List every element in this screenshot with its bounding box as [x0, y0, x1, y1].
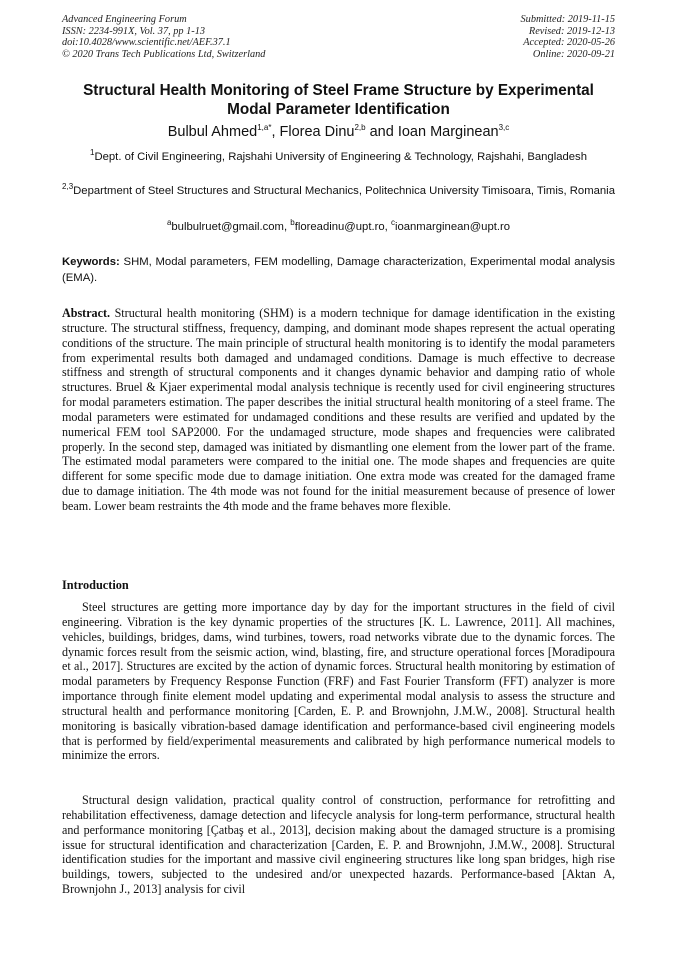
- accepted-date: Accepted: 2020-05-26: [523, 37, 615, 49]
- body-paragraph: Steel structures are getting more importance day by day for the important structures in the field of civil engineering. Vibration is the key dynamic properties of the structures [K. L. Lawrence, 2011]. All machines, vehicles, buildings, bridges, dams, wind turbines, towers, road networks vibrate due to the dynamic forces. The dynamic forces result from the seismic action, wind, blasting, fire, and structure operational forces [Moradipoura et al., 2017]. Structures are excited by the action of dynamic forces. Structural health monitoring by estimation of modal parameters by Frequency Response Function (FRF) and Fast Fourier Transform (FFT) analyzer is more importance through finite element model updating and experimental modal analysis to assess the structure and structural health and performance monitoring [Carden, E. P. and Brownjohn, J.M.W., 2008]. Structural health monitoring is basically vibration-based damage identification and performance-based civil engineering models that is performed by field/experimental measurements and calibrated by high performance numerical models to minimize the errors.: [62, 600, 615, 763]
- email-mark: c: [390, 218, 395, 228]
- abstract-label: Abstract.: [62, 306, 111, 320]
- author-affiliation-mark: 1,a*: [257, 123, 272, 133]
- section-heading-introduction: Introduction: [62, 578, 129, 592]
- email-address[interactable]: floreadinu@upt.ro: [294, 221, 385, 233]
- submitted-date: Submitted: 2019-11-15: [520, 14, 615, 25]
- submission-dates: [521, 14, 615, 60]
- journal-info: [62, 14, 265, 60]
- author-name: Ioan Marginean: [397, 124, 499, 140]
- keywords: [62, 255, 615, 287]
- affiliation-text: Dept. of Civil Engineering, Rajshahi University of Engineering & Technology, Rajshahi, Bangladesh: [94, 151, 587, 163]
- journal-issn: ISSN: 2234-991X, Vol. 37, pp 1-13: [62, 25, 205, 37]
- email-mark: b: [290, 218, 295, 228]
- online-date: Online: 2020-09-21: [532, 48, 615, 60]
- affiliation-mark: 2,3: [62, 182, 74, 192]
- email-separator: ,: [384, 221, 391, 233]
- author-name: Florea Dinu: [279, 124, 355, 140]
- paper-title: Structural Health Monitoring of Steel Frame Structure by Experimental Modal Parameter Identification: [83, 82, 594, 118]
- abstract-text: Structural health monitoring (SHM) is a modern technique for damage identification in the existing structure. The structural stiffness, frequency, damping, and dominant mode shapes represent the actual operating conditions of the structure. The main principle of structural health monitoring is to identify the modal parameters from experimental results both damaged and undamaged conditions. Damage is much effective to decrease stiffness and strength of structural components and it changes dynamic behavior and damping ratio of whole structures. Bruel & Kjaer experimental modal analysis technique is recently used for civil engineering structures for modal parameters estimation. The paper describes the initial structural health monitoring of a steel frame. The modal parameters were estimated for undamaged conditions and these results are verified and updated by the numerical FEM tool SAP2000. For the undamaged structure, mode shapes and frequencies were calibrated properly. In the second step, damaged was initiated by dismantling one element from the lower part of the frame. The estimated modal parameters were compared to the initial one. The mode shapes and frequencies are quite different for some specific mode due to damage initiation. One extra mode was created for the damaged frame due to damage initiation. The 4th mode was not found for the initial measurement because of presence of lower beam. Lower beam restraints the 4th mode and the frame behaves more flexible.: [62, 306, 615, 513]
- author-separator: ,: [271, 124, 280, 140]
- abstract: [62, 306, 615, 514]
- affiliation-mark: 1: [90, 148, 95, 158]
- journal-name: Advanced Engineering Forum: [62, 14, 187, 25]
- journal-copyright: © 2020 Trans Tech Publications Ltd, Switzerland: [62, 48, 266, 60]
- author-affiliation-mark: 3,c: [498, 123, 510, 133]
- email-mark: a: [166, 218, 172, 228]
- body-paragraph: Structural design validation, practical quality control of construction, performance for retrofitting and rehabilitation effectiveness, damage detection and lifecycle analysis for long-term performance, structural health and performance monitoring [Çatbaş et al., 2013], decision making about the damaged structure is a promising issue for structural identification and characterization [Carden, E. P. and Brownjohn, J.M.W., 2008]. Structural identification studies for the important and massive civil engineering structures like long span bridges, high rise buildings, towers, subjected to the undesired and/or unexpected hazards. Performance-based [Aktan A, Brownjohn J., 2013] analysis for civil: [62, 793, 615, 897]
- author-name: Bulbul Ahmed: [167, 124, 258, 140]
- journal-doi: doi:10.4028/www.scientific.net/AEF.37.1: [62, 37, 231, 49]
- email-address[interactable]: bulbulruet@gmail.com: [171, 221, 284, 233]
- affiliation: [62, 184, 615, 200]
- keywords-text: SHM, Modal parameters, FEM modelling, Damage characterization, Experimental modal analysis (EMA).: [62, 256, 616, 284]
- author-affiliation-mark: 2,b: [354, 123, 366, 133]
- email-separator: ,: [283, 221, 291, 233]
- revised-date: Revised: 2019-12-13: [528, 25, 615, 37]
- affiliation: [62, 150, 615, 166]
- email-address[interactable]: ioanmarginean@upt.ro: [394, 221, 511, 233]
- affiliation-text: Department of Steel Structures and Structural Mechanics, Politechnica University Timisoara, Timis, Romania: [73, 185, 615, 197]
- email-list: [62, 220, 615, 235]
- author-separator: and: [365, 124, 398, 140]
- author-list: [62, 123, 615, 141]
- keywords-label: Keywords:: [62, 256, 120, 268]
